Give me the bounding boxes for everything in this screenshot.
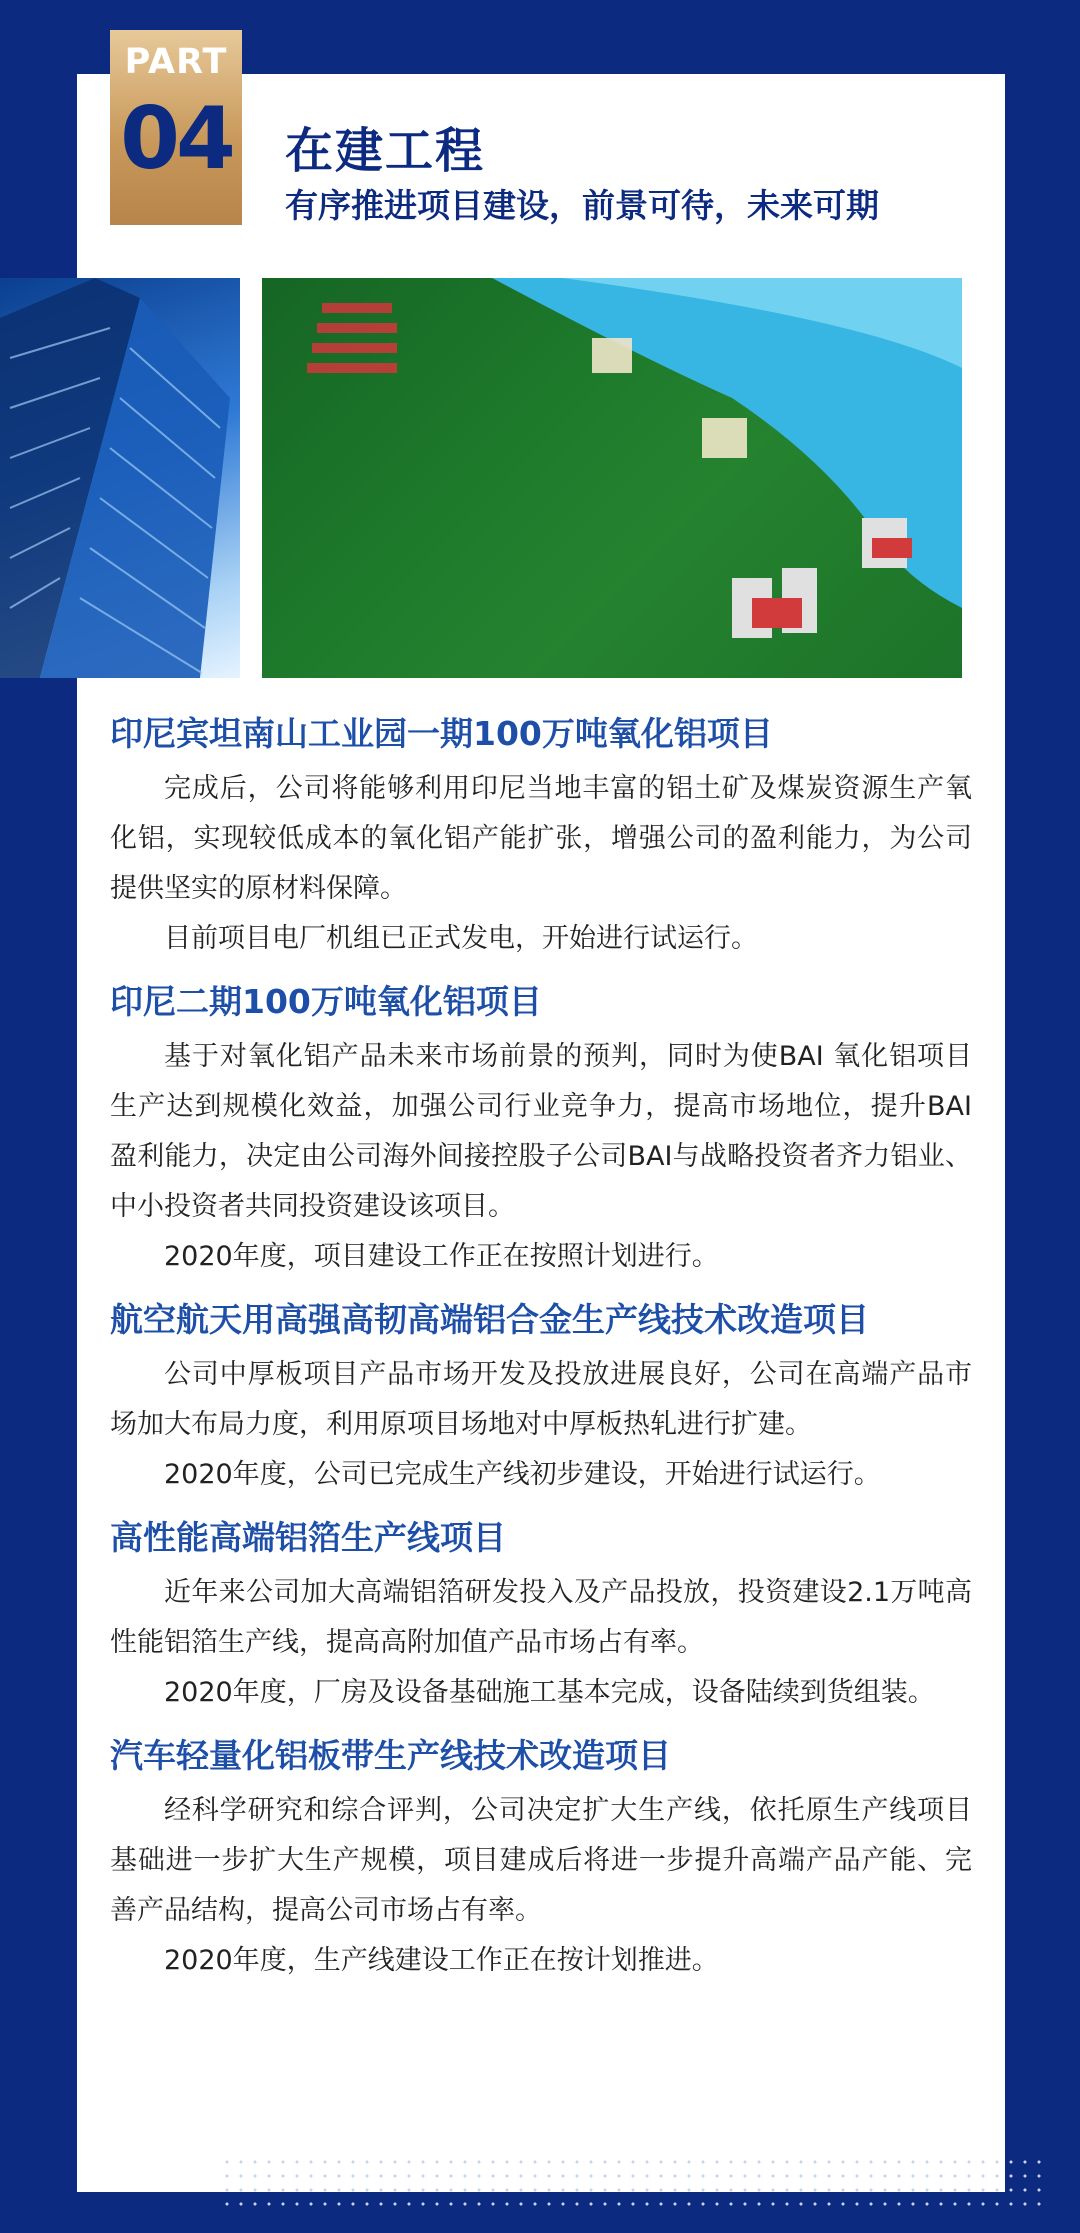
project-paragraph: 2020年度，项目建设工作正在按照计划进行。 [164, 1241, 719, 1272]
project-paragraph: 公司中厚板项目产品市场开发及投放进展良好，公司在高端产品市场加大布局力度，利用原项目场地对中厚板热轧进行扩建。 [110, 1359, 972, 1440]
aerial-illustration [262, 278, 962, 678]
section-title: 在建工程 [285, 123, 486, 179]
industrial-park-aerial-photo [262, 278, 962, 678]
project-title: 印尼二期100万吨氧化铝项目 [110, 982, 542, 1021]
project-paragraph: 完成后，公司将能够利用印尼当地丰富的铝土矿及煤炭资源生产氧化铝，实现较低成本的氧化铝产能扩张，增强公司的盈利能力，为公司提供坚实的原材料保障。 [110, 773, 972, 904]
part-badge [110, 30, 242, 225]
project-paragraph: 目前项目电厂机组已正式发电，开始进行试运行。 [164, 923, 758, 954]
decorative-dot-pattern [220, 2155, 1050, 2215]
project-paragraph: 近年来公司加大高端铝箔研发投入及产品投放，投资建设2.1万吨高性能铝箔生产线，提高高附加值产品市场占有率。 [110, 1577, 972, 1658]
building-photo [0, 278, 240, 678]
projects-list [110, 712, 972, 1986]
project-paragraph: 基于对氧化铝产品未来市场前景的预判，同时为使BAI 氧化铝项目生产达到规模化效益，加强公司行业竞争力，提高市场地位，提升BAI 盈利能力，决定由公司海外间接控股子公司BAI与战略投资者齐力铝业、中小投资者共同投资建设该项目。 [110, 1041, 972, 1222]
project-title: 汽车轻量化铝板带生产线技术改造项目 [110, 1736, 671, 1775]
section-subtitle: 有序推进项目建设，前景可待，未来可期 [285, 186, 879, 225]
project-title: 印尼宾坦南山工业园一期100万吨氧化铝项目 [110, 714, 773, 753]
project-title: 高性能高端铝箔生产线项目 [110, 1518, 506, 1557]
project-paragraph: 2020年度，生产线建设工作正在按计划推进。 [164, 1945, 719, 1976]
project-title: 航空航天用高强高韧高端铝合金生产线技术改造项目 [110, 1300, 869, 1339]
building-illustration [0, 278, 240, 678]
project-paragraph: 2020年度，公司已完成生产线初步建设，开始进行试运行。 [164, 1459, 881, 1490]
project-paragraph: 经科学研究和综合评判，公司决定扩大生产线，依托原生产线项目基础进一步扩大生产规模，项目建成后将进一步提升高端产品产能、完善产品结构，提高公司市场占有率。 [110, 1795, 972, 1926]
project-paragraph: 2020年度，厂房及设备基础施工基本完成，设备陆续到货组装。 [164, 1677, 935, 1708]
part-label: PART [124, 42, 228, 82]
part-number: 04 [120, 89, 232, 189]
